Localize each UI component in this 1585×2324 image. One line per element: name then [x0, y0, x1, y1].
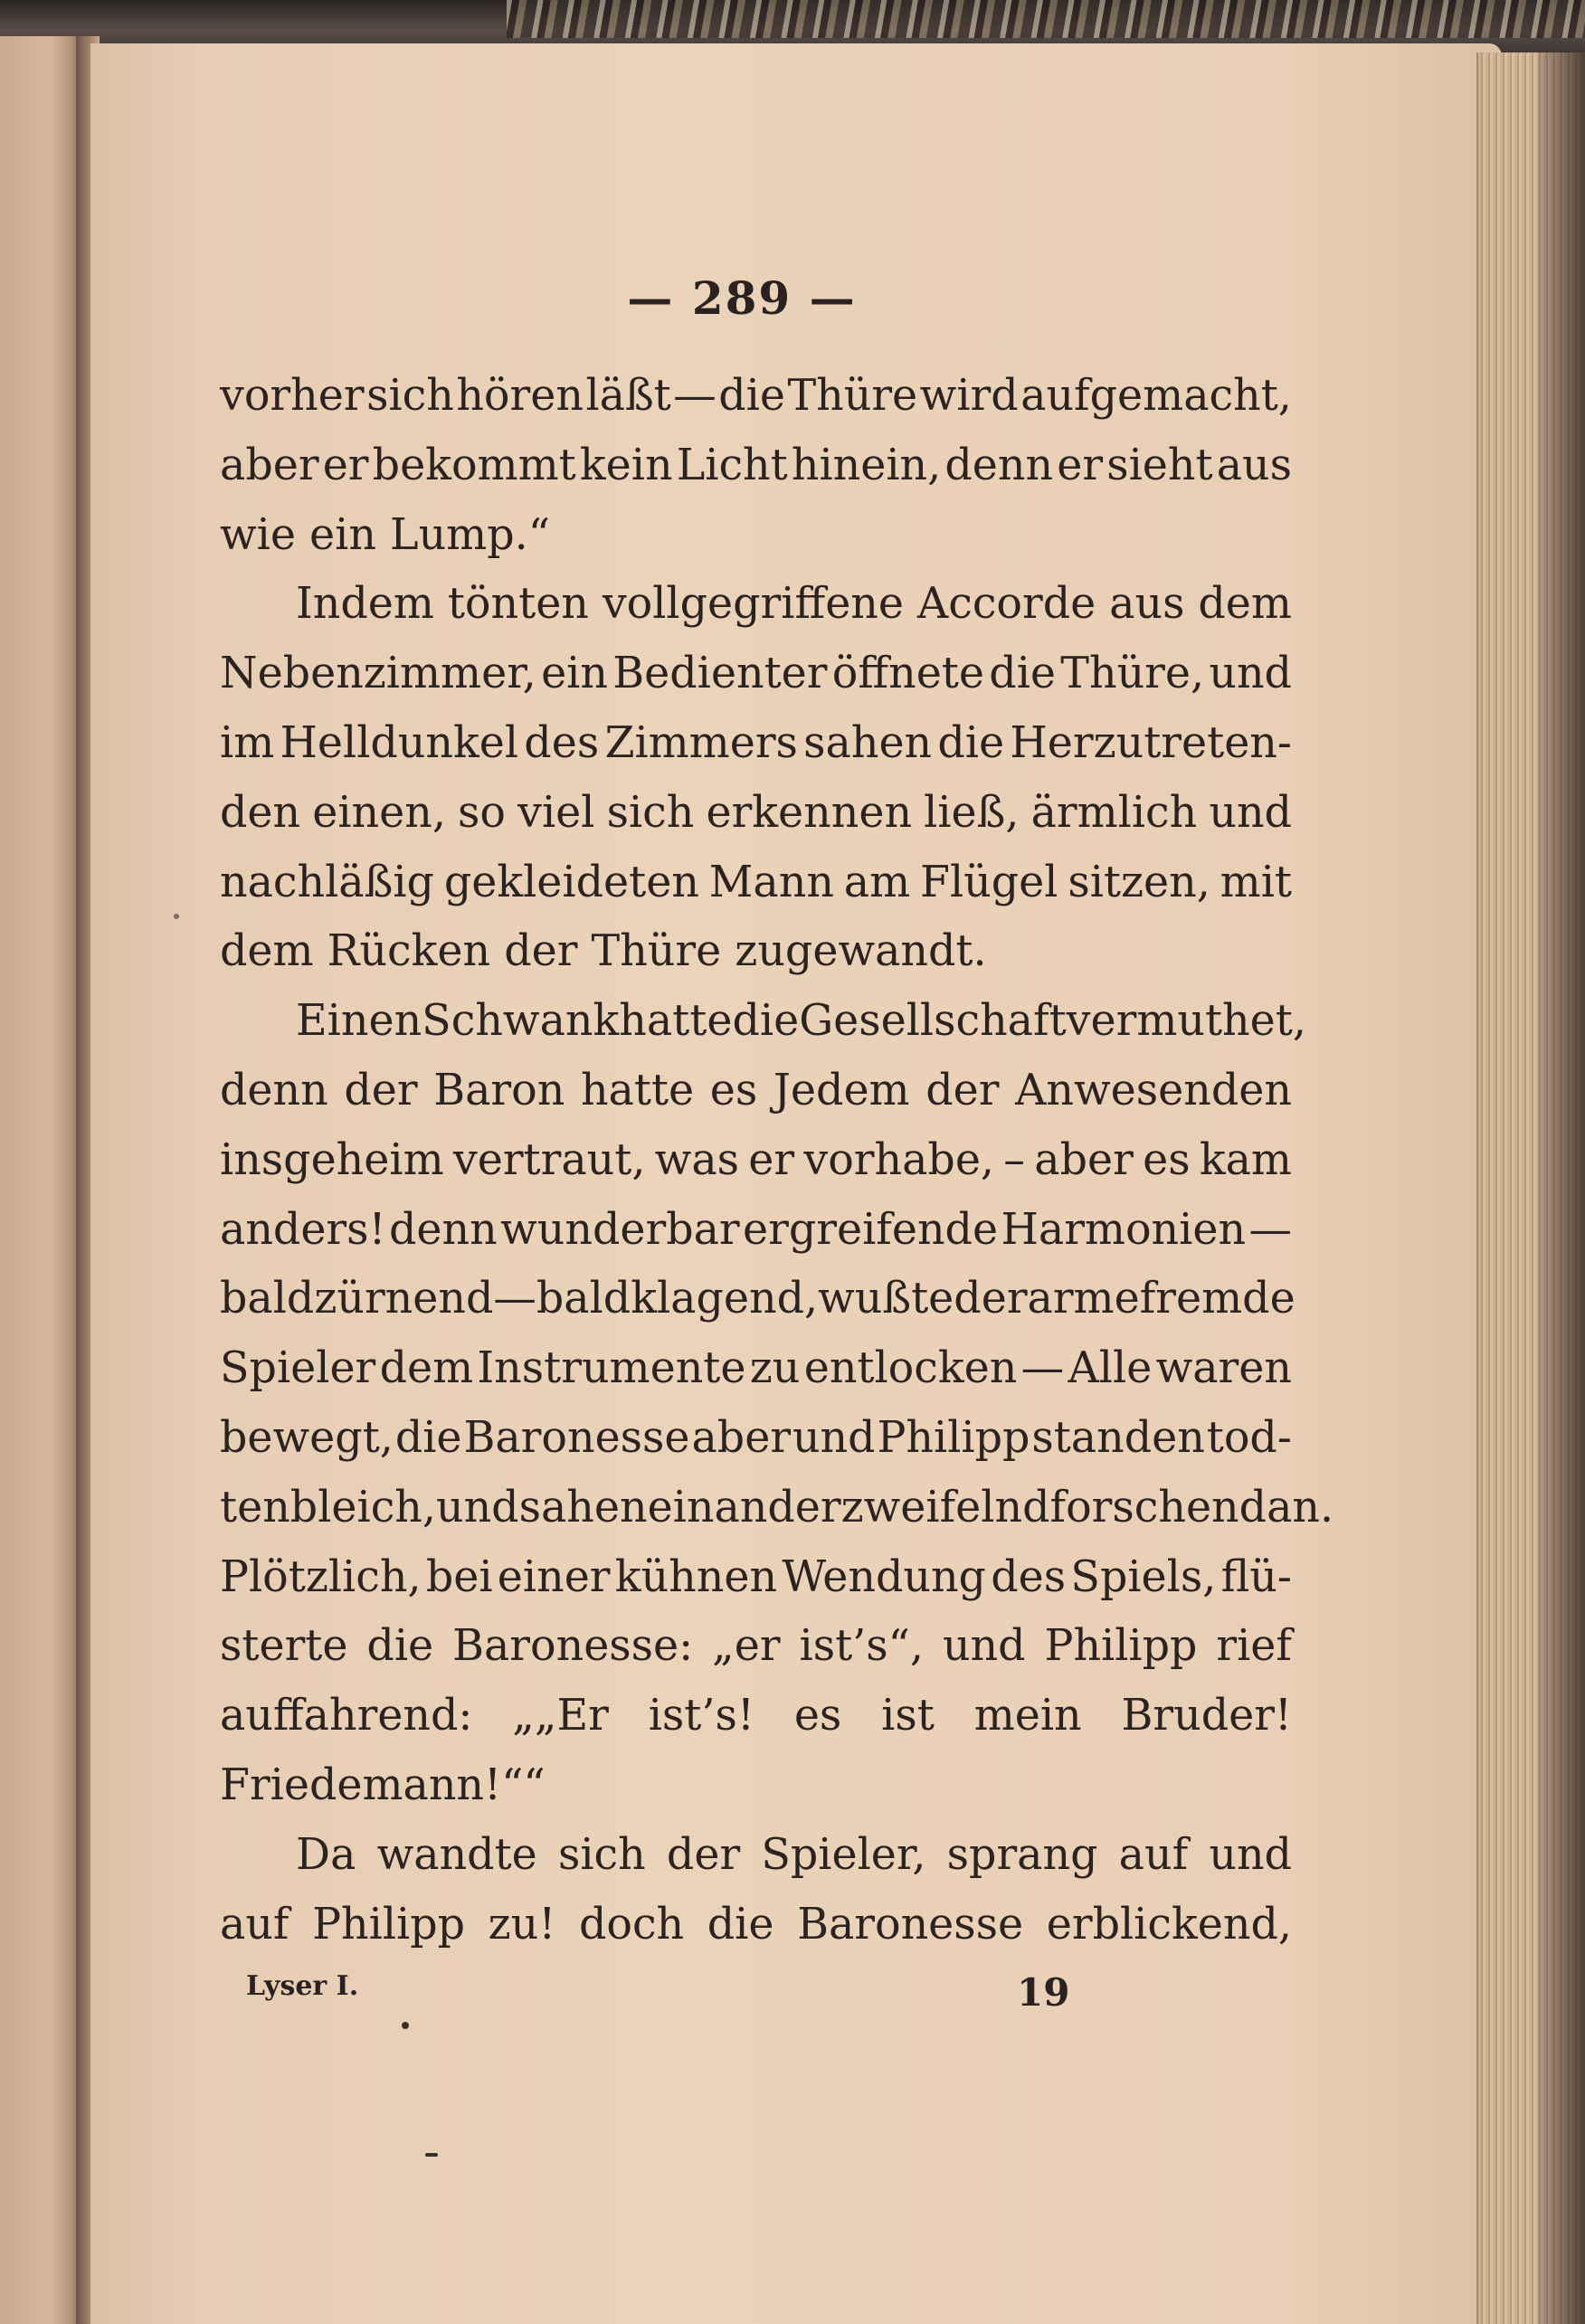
- word: und: [1209, 787, 1292, 838]
- word: flü-: [1220, 1551, 1292, 1602]
- word: Thüre: [787, 371, 918, 421]
- word: aber: [691, 1412, 792, 1463]
- word: standen: [1031, 1412, 1205, 1463]
- text-line: [220, 1196, 1292, 1266]
- text-line: [220, 1057, 1292, 1126]
- word: den: [220, 787, 301, 838]
- word: und: [792, 1412, 876, 1463]
- word: aufgemacht,: [1020, 371, 1292, 421]
- word: —: [1248, 1204, 1292, 1255]
- text-line: [220, 362, 1292, 432]
- word: Harmonien: [1001, 1204, 1247, 1255]
- word: Jedem: [773, 1065, 910, 1115]
- text-line: [220, 779, 1292, 849]
- word: Baron: [433, 1065, 565, 1115]
- word: sprang: [946, 1829, 1098, 1880]
- word: des: [524, 717, 600, 768]
- word: nachläßig: [220, 857, 434, 907]
- signature-mark: Lyser I.: [246, 1970, 359, 2002]
- word: vertraut,: [452, 1134, 646, 1185]
- word: Nebenzimmer,: [220, 649, 536, 699]
- word: vermuthet,: [1066, 996, 1306, 1047]
- word: auffahrend:: [220, 1691, 473, 1741]
- word: wandte: [376, 1829, 537, 1880]
- word: so: [458, 787, 507, 838]
- word: arme: [1027, 1274, 1140, 1324]
- word: ließ,: [924, 787, 1020, 838]
- word: dem: [379, 1343, 474, 1394]
- page-stack-shadow: [1538, 52, 1585, 2324]
- word: sitzen,: [1068, 857, 1210, 907]
- word: entlocken: [803, 1343, 1018, 1394]
- word: die: [707, 1899, 774, 1949]
- text-line: [220, 1751, 1292, 1821]
- word: es: [709, 1065, 758, 1115]
- word: sich: [557, 1829, 646, 1880]
- word: läßt: [585, 371, 671, 421]
- word: die: [937, 717, 1005, 768]
- word: kein: [579, 440, 673, 490]
- word: bald: [536, 1274, 631, 1324]
- word: bald: [220, 1274, 315, 1324]
- word: Philipp: [877, 1412, 1030, 1463]
- word: einen,: [312, 787, 446, 838]
- text-line: [220, 1474, 1334, 1543]
- word: es: [1143, 1134, 1191, 1185]
- word: was: [654, 1134, 740, 1185]
- word: „„Er: [512, 1691, 609, 1741]
- word: Helldunkel: [280, 717, 519, 768]
- word: die: [732, 996, 800, 1047]
- word: —: [493, 1274, 536, 1324]
- text-line: [220, 987, 1306, 1057]
- word: waren: [1155, 1343, 1292, 1394]
- paper-speck: [174, 914, 179, 919]
- word: ein: [541, 649, 608, 699]
- word: Philipp: [312, 1899, 466, 1949]
- text-line: [220, 1543, 1292, 1613]
- word: aus: [1216, 440, 1292, 490]
- line-text: Friedemann!““: [220, 1760, 546, 1810]
- word: bei: [425, 1551, 493, 1602]
- word: dem: [1198, 579, 1292, 630]
- word: Herzutreten-: [1010, 717, 1292, 768]
- word: anders!: [220, 1204, 386, 1255]
- word: öffnete: [831, 649, 985, 699]
- text-line: [220, 1682, 1292, 1751]
- word: Philipp: [1044, 1621, 1198, 1672]
- word: mit: [1220, 857, 1292, 907]
- word: einer: [497, 1551, 611, 1602]
- word: mein: [973, 1691, 1082, 1741]
- word: „er: [712, 1621, 781, 1672]
- word: hören: [456, 371, 584, 421]
- word: Wendung: [782, 1551, 986, 1602]
- text-line: [220, 432, 1292, 501]
- text-line: [220, 849, 1292, 918]
- word: Schwank: [422, 996, 620, 1047]
- word: wunderbar: [500, 1204, 740, 1255]
- word: zu: [749, 1343, 801, 1394]
- word: die: [394, 1412, 462, 1463]
- word: rief: [1216, 1621, 1292, 1672]
- word: Spiels,: [1070, 1551, 1217, 1602]
- word: ist’s!: [648, 1691, 755, 1741]
- sheet-number: 19: [1017, 1970, 1070, 2015]
- word: doch: [578, 1899, 685, 1949]
- word: zu!: [488, 1899, 556, 1949]
- word: auf: [220, 1899, 289, 1949]
- word: und: [1209, 649, 1292, 699]
- word: Bedienter: [612, 649, 828, 699]
- word: des: [991, 1551, 1067, 1602]
- word: im: [220, 717, 275, 768]
- body-text: [220, 362, 1334, 1959]
- word: Flügel: [920, 857, 1058, 907]
- word: tod-: [1206, 1412, 1292, 1463]
- word: der: [925, 1065, 1000, 1115]
- paper-speck: [402, 2022, 409, 2029]
- word: am: [843, 857, 911, 907]
- left-page-edge: [0, 36, 83, 2324]
- line-text: dem Rücken der Thüre zugewandt.: [220, 926, 987, 977]
- word: Einen: [296, 996, 422, 1047]
- word: gekleideten: [443, 857, 699, 907]
- text-line: [220, 1126, 1292, 1196]
- word: Baronesse: [463, 1412, 690, 1463]
- word: bekommt: [372, 440, 576, 490]
- word: und: [1209, 1829, 1292, 1880]
- word: Baronesse: [797, 1899, 1024, 1949]
- word: zweifelnd: [840, 1482, 1050, 1532]
- word: es: [793, 1691, 842, 1741]
- text-line: [220, 709, 1292, 779]
- word: vollgegriffene: [602, 579, 905, 630]
- word: Spieler,: [761, 1829, 926, 1880]
- word: sich: [606, 787, 695, 838]
- word: Alle: [1068, 1343, 1153, 1394]
- word: ist: [881, 1691, 935, 1741]
- word: vorhabe,: [803, 1134, 995, 1185]
- word: Spieler: [220, 1343, 376, 1394]
- word: und: [942, 1621, 1026, 1672]
- word: Thüre,: [1060, 649, 1205, 699]
- word: erkennen: [706, 787, 913, 838]
- text-line: [220, 570, 1292, 640]
- word: sterte: [220, 1621, 348, 1672]
- word: vorher: [220, 371, 365, 421]
- word: die: [718, 371, 785, 421]
- word: Instrumente: [477, 1343, 746, 1394]
- word: ergreifende: [743, 1204, 999, 1255]
- text-line: [220, 1612, 1292, 1682]
- word: Zimmers: [604, 717, 798, 768]
- word: viel: [517, 787, 595, 838]
- word: Gesellschaft: [799, 996, 1067, 1047]
- word: kühnen: [614, 1551, 778, 1602]
- word: Mann: [708, 857, 834, 907]
- text-line: [220, 1334, 1292, 1404]
- word: Licht: [676, 440, 788, 490]
- word: denn: [389, 1204, 498, 1255]
- word: die: [989, 649, 1057, 699]
- word: hatte: [619, 996, 733, 1047]
- word: Bruder!: [1121, 1691, 1292, 1741]
- word: einander: [647, 1482, 841, 1532]
- word: der: [666, 1829, 741, 1880]
- page-number-header: — 289 —: [627, 271, 857, 325]
- word: fremde: [1139, 1274, 1296, 1324]
- word: an.: [1267, 1482, 1334, 1532]
- word: er: [1057, 440, 1104, 490]
- word: er: [748, 1134, 795, 1185]
- text-line: [220, 1891, 1292, 1960]
- marbled-cover-edge: [507, 0, 1585, 38]
- word: die: [366, 1621, 434, 1672]
- word: wußte: [818, 1274, 954, 1324]
- word: wird: [919, 371, 1019, 421]
- word: klagend,: [631, 1274, 819, 1324]
- text-line: [220, 501, 1292, 571]
- word: zürnend: [314, 1274, 494, 1324]
- word: er: [322, 440, 369, 490]
- word: —: [673, 371, 717, 421]
- text-line: [220, 640, 1292, 709]
- word: aus: [1109, 579, 1185, 630]
- word: und: [435, 1482, 519, 1532]
- word: der: [344, 1065, 418, 1115]
- word: Da: [296, 1829, 356, 1880]
- word: hinein,: [791, 440, 942, 490]
- text-line: [220, 1404, 1292, 1474]
- word: der: [954, 1274, 1028, 1324]
- word: denn: [220, 1065, 328, 1115]
- word: tönten: [447, 579, 589, 630]
- word: forschend: [1049, 1482, 1267, 1532]
- word: tenbleich,: [220, 1482, 436, 1532]
- text-line: [220, 1821, 1292, 1891]
- word: auf: [1118, 1829, 1189, 1880]
- word: ist’s“,: [799, 1621, 925, 1672]
- word: denn: [944, 440, 1054, 490]
- word: aber: [220, 440, 319, 490]
- word: sahen: [803, 717, 933, 768]
- word: sieht: [1106, 440, 1213, 490]
- word: kam: [1199, 1134, 1292, 1185]
- word: Plötzlich,: [220, 1551, 422, 1602]
- line-text: wie ein Lump.“: [220, 509, 551, 560]
- word: —: [1020, 1343, 1065, 1394]
- word: sahen: [518, 1482, 648, 1532]
- word: ärmlich: [1030, 787, 1198, 838]
- word: insgeheim: [220, 1134, 444, 1185]
- paper-speck: [425, 2153, 438, 2157]
- word: erblickend,: [1046, 1899, 1292, 1949]
- word: aber: [1034, 1134, 1134, 1185]
- word: hatte: [580, 1065, 695, 1115]
- word: bewegt,: [220, 1412, 394, 1463]
- word: –: [1003, 1134, 1026, 1185]
- word: Anwesenden: [1015, 1065, 1292, 1115]
- text-line: [220, 1265, 1296, 1334]
- word: sich: [366, 371, 454, 421]
- word: Indem: [296, 579, 434, 630]
- text-line: [220, 917, 1292, 987]
- word: Baronesse:: [452, 1621, 694, 1672]
- word: Accorde: [916, 579, 1096, 630]
